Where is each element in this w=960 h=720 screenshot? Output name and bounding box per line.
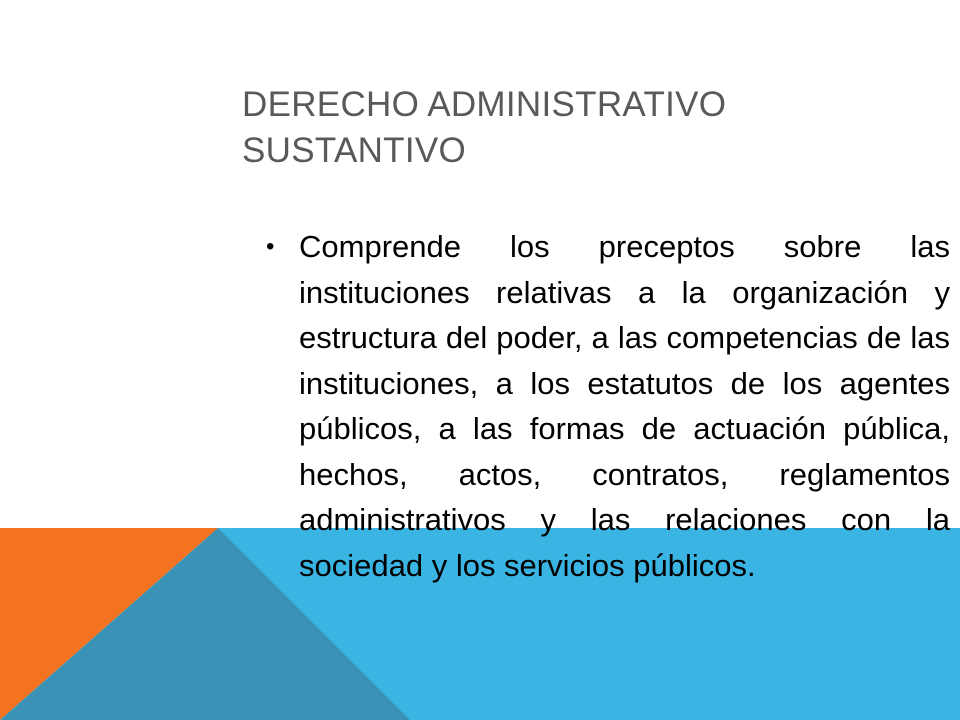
bullet-marker: • [266,233,275,260]
slide-title: DERECHO ADMINISTRATIVO SUSTANTIVO [242,85,727,170]
bullet-list [262,224,950,588]
bullet-text: Comprende los preceptos sobre las instituciones relativas a la organización y estructura del poder, a las competencias de las instituciones, a los estatutos de los agentes públicos, a las formas de actuación pública, hechos, actos, contratos, reglamentos administrativos y las relaciones con la sociedad y los servicios públicos. [299,229,950,583]
bullet-item [262,224,950,588]
